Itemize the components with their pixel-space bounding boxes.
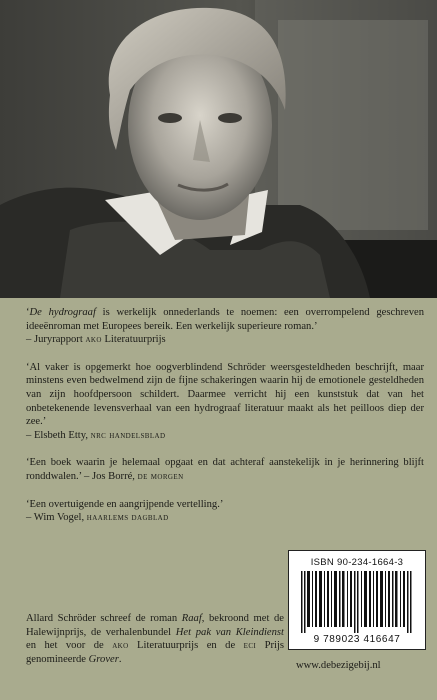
quote-source: ako	[85, 334, 102, 346]
prize-name: eci	[243, 640, 257, 652]
quote-attribution: – Wim Vogel,	[26, 512, 87, 524]
author-bio	[26, 612, 284, 666]
quote-source: nrc handelsblad	[90, 429, 166, 441]
bio-text: Literatuurprijs en de	[128, 640, 244, 652]
book-title: De hydrograaf	[29, 307, 96, 318]
bio-text: , bekroond met de Halewijnprijs, de verhalenbundel	[26, 613, 284, 638]
barcode-block	[288, 550, 426, 650]
bio-text: en het voor de	[26, 640, 113, 652]
book-title: Raaf	[181, 613, 202, 624]
review-quote	[26, 456, 424, 483]
quote-text: ‘Al vaker is opgemerkt hoe oogverblindend Schröder weersgesteldheden beschrijft, maar minstens even bedwelmend zijn de fijne schakeringen waarin hij de emotionele gesteldheden van zijn hoofdpersoon schildert. Daarmee verricht hij een kunststuk dat van het onbetekenende levensverhaal van een hydrograaf literatuur maakt als het peilloos diep der zee.’	[26, 361, 424, 428]
review-quote	[26, 498, 424, 525]
author-photo	[0, 0, 437, 298]
quote-attribution: – Juryrapport	[26, 334, 86, 346]
bio-text: Allard Schröder schreef de roman	[26, 613, 182, 624]
publisher-website[interactable]: www.debezigebij.nl	[296, 660, 381, 671]
review-quote	[26, 361, 424, 443]
isbn-label: ISBN 90-234-1664-3	[310, 557, 404, 568]
barcode-icon	[301, 571, 413, 633]
reviews	[26, 306, 424, 539]
book-title: Grover	[88, 653, 119, 665]
quote-text: is werkelijk onnederlands te noemen: een overrompelend geschreven ideeënroman met Europees bereik. Een werkelijk superieure roman.’	[26, 307, 424, 332]
book-title: Het pak van Kleindienst	[175, 626, 284, 638]
prize-name: ako	[112, 640, 129, 652]
bio-text: .	[118, 653, 122, 665]
bio-text: Prijs genomineerde	[26, 640, 285, 665]
quote-source: haarlems dagblad	[86, 512, 169, 524]
ean-number: 9 789023 416647	[313, 634, 401, 645]
quote-source-suffix: Literatuurprijs	[101, 334, 166, 346]
quote-attribution: – Elsbeth Etty,	[26, 429, 91, 441]
quote-source: de morgen	[137, 470, 184, 482]
review-quote: ‘De hydrograaf is werkelijk onnederlands te noemen: een overrompelend geschreven ideeënroman met Europees bereik. Een werkelijk superieure roman.’ – Juryrapport ako Literatuurprijs	[26, 307, 424, 346]
quote-text: ‘Een boek waarin je helemaal opgaat en dat achteraf aanstekelijk in je herinnering blijft ronddwalen.’ – Jos Borré,	[26, 457, 424, 482]
quote-text: ‘Een overtuigende en aangrijpende vertelling.’	[26, 498, 224, 510]
